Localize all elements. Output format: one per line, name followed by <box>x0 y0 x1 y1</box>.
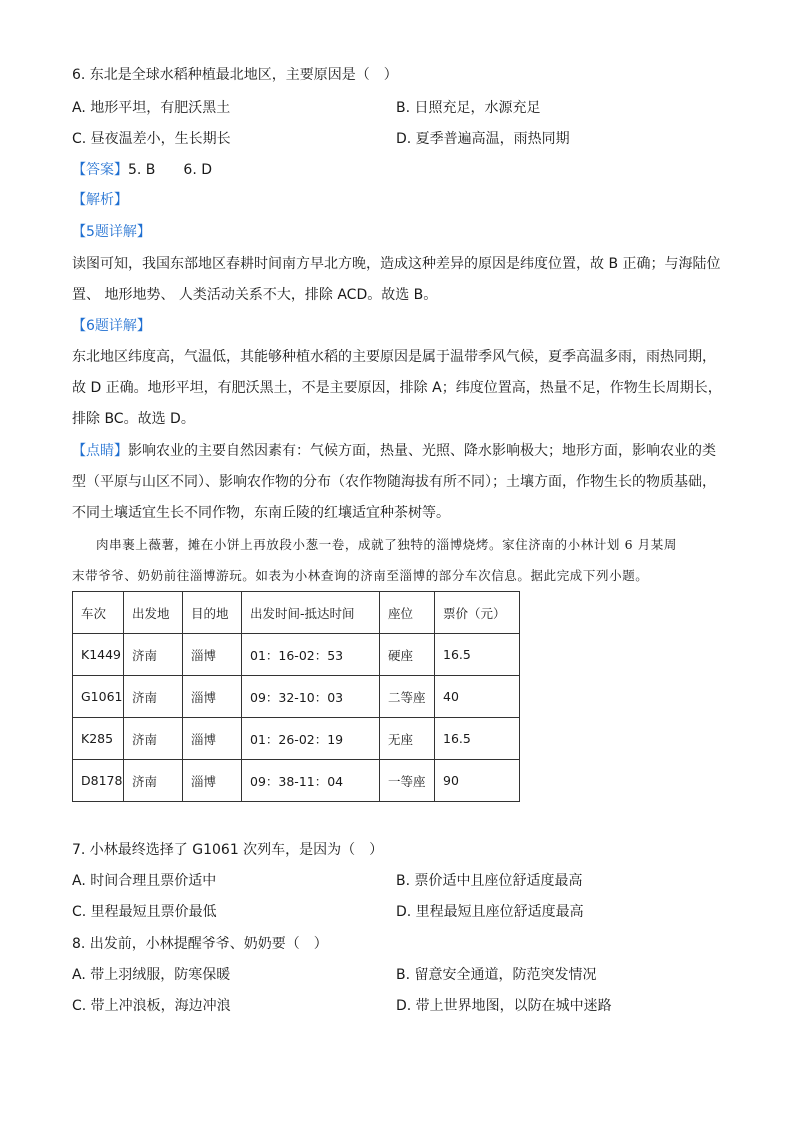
cell-departure: 济南 <box>124 676 183 718</box>
detail6-tag: 【6题详解】 <box>72 318 151 334</box>
q6-stem: 6. 东北是全球水稻种植最北地区，主要原因是（ ） <box>72 67 398 83</box>
q6-option-a: A. 地形平坦，有肥沃黑土 <box>72 100 231 116</box>
answer-line <box>72 160 212 180</box>
q7-option-d: D. 里程最短且座位舒适度最高 <box>396 904 584 920</box>
cell-time: 01：16-02：53 <box>242 634 380 676</box>
cell-time: 09：32-10：03 <box>242 676 380 718</box>
stimulus-line2: 末带爷爷、奶奶前往淄博游玩。如表为小林查询的济南至淄博的部分车次信息。据此完成下列小题。 <box>72 568 649 583</box>
table-header-row <box>73 592 520 634</box>
stimulus-line1: 肉串裹上薇薯，摊在小饼上再放段小葱一卷，成就了独特的淄博烧烤。家住济南的小林计划 6 月某周 <box>96 537 678 552</box>
q7-option-b: B. 票价适中且座位舒适度最高 <box>396 873 583 889</box>
q8-option-d: D. 带上世界地图，以防在城中迷路 <box>396 998 612 1014</box>
cell-seat: 硬座 <box>380 634 435 676</box>
q7-option-a: A. 时间合理且票价适中 <box>72 873 217 889</box>
cell-time: 09：38-11：04 <box>242 760 380 802</box>
cell-train-no: K1449 <box>73 634 124 676</box>
cell-destination: 淄博 <box>183 676 242 718</box>
q6-option-b: B. 日照充足，水源充足 <box>396 100 541 116</box>
q8-option-a: A. 带上羽绒服，防寒保暖 <box>72 967 231 983</box>
detail5-line2: 置、 地形地势、 人类活动关系不大，排除 ACD。故选 B。 <box>72 287 438 303</box>
cell-seat: 二等座 <box>380 676 435 718</box>
detail6-line3: 排除 BC。故选 D。 <box>72 411 195 427</box>
q7-option-c: C. 里程最短且票价最低 <box>72 904 217 920</box>
header-seat: 座位 <box>380 592 435 634</box>
q7-stem: 7. 小林最终选择了 G1061 次列车，是因为（ ） <box>72 842 384 858</box>
q6-option-d: D. 夏季普遍高温，雨热同期 <box>396 131 570 147</box>
q6-option-c: C. 昼夜温差小，生长期长 <box>72 131 231 147</box>
detail5-line1: 读图可知，我国东部地区春耕时间南方早北方晚，造成这种差异的原因是纬度位置，故 B 正确；与海陆位 <box>72 256 721 272</box>
cell-departure: 济南 <box>124 718 183 760</box>
remark-line2: 型（平原与山区不同）、影响农作物的分布（农作物随海拔有所不同）；土壤方面，作物生长的物质基础， <box>72 474 716 490</box>
cell-destination: 淄博 <box>183 634 242 676</box>
header-price: 票价（元） <box>435 592 520 634</box>
table-row <box>73 676 520 718</box>
cell-departure: 济南 <box>124 760 183 802</box>
answer-text: 5. B 6. D <box>128 162 212 178</box>
cell-price: 16.5 <box>435 634 520 676</box>
q8-option-c: C. 带上冲浪板，海边冲浪 <box>72 998 231 1014</box>
table-row <box>73 760 520 802</box>
answer-tag: 【答案】 <box>72 162 128 178</box>
cell-seat: 一等座 <box>380 760 435 802</box>
cell-seat: 无座 <box>380 718 435 760</box>
cell-destination: 淄博 <box>183 760 242 802</box>
cell-price: 90 <box>435 760 520 802</box>
q8-option-b: B. 留意安全通道，防范突发情况 <box>396 967 597 983</box>
remark-text1: 影响农业的主要自然因素有：气候方面，热量、光照、降水影响极大；地形方面，影响农业的类 <box>128 443 716 459</box>
analysis-tag: 【解析】 <box>72 192 128 208</box>
header-time: 出发时间-抵达时间 <box>242 592 380 634</box>
cell-destination: 淄博 <box>183 718 242 760</box>
cell-train-no: K285 <box>73 718 124 760</box>
cell-departure: 济南 <box>124 634 183 676</box>
remark-line3: 不同土壤适宜生长不同作物，东南丘陵的红壤适宜种茶树等。 <box>72 505 450 521</box>
cell-time: 01：26-02：19 <box>242 718 380 760</box>
train-schedule-table <box>72 591 520 802</box>
table-row <box>73 634 520 676</box>
cell-train-no: D8178 <box>73 760 124 802</box>
remark-tag: 【点睛】 <box>72 443 128 459</box>
cell-price: 40 <box>435 676 520 718</box>
detail6-line1: 东北地区纬度高，气温低，其能够种植水稻的主要原因是属于温带季风气候，夏季高温多雨，雨热同期， <box>72 349 716 365</box>
q8-stem: 8. 出发前，小林提醒爷爷、奶奶要（ ） <box>72 936 328 952</box>
remark-line1 <box>72 441 716 461</box>
detail6-line2: 故 D 正确。地形平坦，有肥沃黑土，不是主要原因，排除 A；纬度位置高，热量不足，作物生长周期长， <box>72 380 722 396</box>
table-row <box>73 718 520 760</box>
header-destination: 目的地 <box>183 592 242 634</box>
header-departure: 出发地 <box>124 592 183 634</box>
cell-price: 16.5 <box>435 718 520 760</box>
detail5-tag: 【5题详解】 <box>72 224 151 240</box>
header-train-no: 车次 <box>73 592 124 634</box>
cell-train-no: G1061 <box>73 676 124 718</box>
